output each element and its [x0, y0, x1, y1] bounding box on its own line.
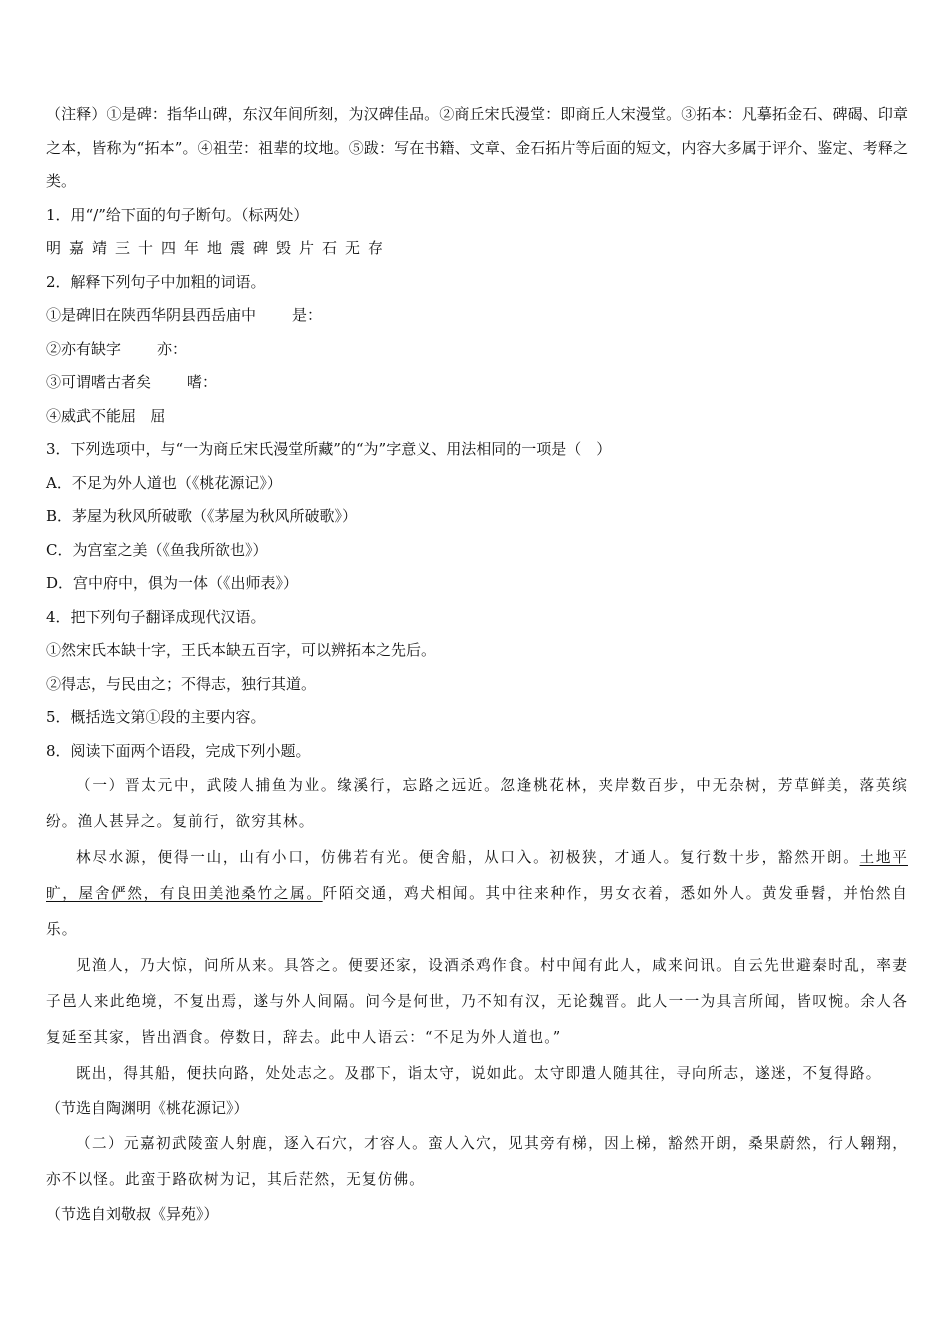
question-3-option-b: B．茅屋为秋风所破歌（《茅屋为秋风所破歌》）: [46, 507, 358, 525]
question-1-prompt: 1．用“/”给下面的句子断句。（标两处）: [46, 205, 309, 224]
question-2-item-sentence: ④威武不能屈: [46, 406, 137, 425]
question-3-prompt: 3．下列选项中，与“一为商丘宋氏漫堂所藏”的“为”字意义、用法相同的一项是（ ）: [46, 440, 612, 458]
question-2-item: [46, 366, 908, 400]
passage-1-text: 林尽水源，便得一山，山有小口，仿佛若有光。便舍船，从口入。初极狭，才通人。复行数十步，豁然开朗。: [76, 849, 860, 866]
passage-1-paragraph-3: 见渔人，乃大惊，问所从来。具答之。便要还家，设酒杀鸡作食。村中闻有此人，咸来问讯。自云先世避秦时乱，率妻子邑人来此绝境，不复出焉，遂与外人间隔。问今是何世，乃不知有汉，无论魏晋。此人一一为具言所闻，皆叹惋。余人各复延至其家，皆出酒食。停数日，辞去。此中人语云：“不足为外人道也。”: [46, 957, 908, 1046]
passage-2-paragraph-1: （二）元嘉初武陵蛮人射鹿，逐入石穴，才容人。蛮人入穴，见其旁有梯，因上梯，豁然开朗，桑果蔚然，行人翱翔，亦不以怪。此蛮于路砍树为记，其后茫然，无复仿佛。: [46, 1134, 908, 1188]
question-2-item: [46, 333, 908, 367]
exam-page: [46, 98, 908, 1231]
question-4-prompt: 4．把下列句子翻译成现代汉语。: [46, 607, 266, 626]
question-2-item-sentence: ②亦有缺字: [46, 339, 122, 358]
question-2-item-sentence: ①是碑旧在陕西华阴县西岳庙中: [46, 306, 257, 324]
question-2-item-word: 是：: [292, 306, 323, 324]
passage-1-paragraph-2: [46, 840, 908, 948]
passage-1-paragraph-1: （一）晋太元中，武陵人捕鱼为业。缘溪行，忘路之远近。忽逢桃花林，夹岸数百步，中无杂树，芳草鲜美，落英缤纷。渔人甚异之。复前行，欲穷其林。: [46, 777, 908, 830]
question-2-item-word: 亦：: [157, 339, 188, 358]
annotation-notes: （注释）①是碑：指华山碑，东汉年间所刻，为汉碑佳品。②商丘宋氏漫堂：即商丘人宋漫堂。③拓本：凡摹拓金石、碑碣、印章之本，皆称为“拓本”。④祖茔：祖辈的坟地。⑤跋：写在书籍、文章、金石拓片等后面的短文，内容大多属于评介、鉴定、考释之类。: [46, 105, 908, 190]
question-2-item-word: 屈: [150, 406, 166, 425]
passage-1-paragraph-4: 既出，得其船，便扶向路，处处志之。及郡下，诣太守，说如此。太守即遣人随其往，寻向所志，遂迷，不复得路。: [76, 1065, 882, 1082]
question-2-item-sentence: ③可谓嗜古者矣: [46, 373, 152, 391]
question-8-prompt: 8．阅读下面两个语段，完成下列小题。: [46, 741, 311, 760]
question-3-option-c: C．为宫室之美（《鱼我所欲也》）: [46, 540, 268, 559]
question-4-item: ①然宋氏本缺十字，王氏本缺五百字，可以辨拓本之先后。: [46, 641, 437, 659]
question-4-item: ②得志，与民由之；不得志，独行其道。: [46, 674, 317, 693]
question-5-prompt: 5．概括选文第①段的主要内容。: [46, 708, 266, 726]
question-3-option-a: A．不足为外人道也（《桃花源记》）: [46, 473, 282, 492]
passage-2-source: （节选自刘敬叔《异苑》）: [46, 1204, 219, 1223]
passage-1-underlined-sentence: 土地平旷，屋舍俨然，有良田美池桑竹之属。: [46, 849, 908, 902]
question-2-item: [46, 400, 908, 434]
passage-1-text: 阡陌交通，鸡犬相闻。其中往来种作，男女衣着，悉如外人。黄发垂髫，并怡然自乐。: [46, 885, 908, 938]
question-1-sentence: 明嘉靖三十四年地震碑毁片石无存: [46, 239, 392, 257]
question-2-prompt: 2．解释下列句子中加粗的词语。: [46, 272, 266, 291]
question-3-option-d: D．宫中府中，俱为一体（《出师表》）: [46, 574, 299, 592]
question-2-item-word: 嗜：: [187, 373, 218, 391]
passage-1-source: （节选自陶渊明《桃花源记》）: [46, 1099, 249, 1117]
question-2-item: [46, 299, 908, 333]
